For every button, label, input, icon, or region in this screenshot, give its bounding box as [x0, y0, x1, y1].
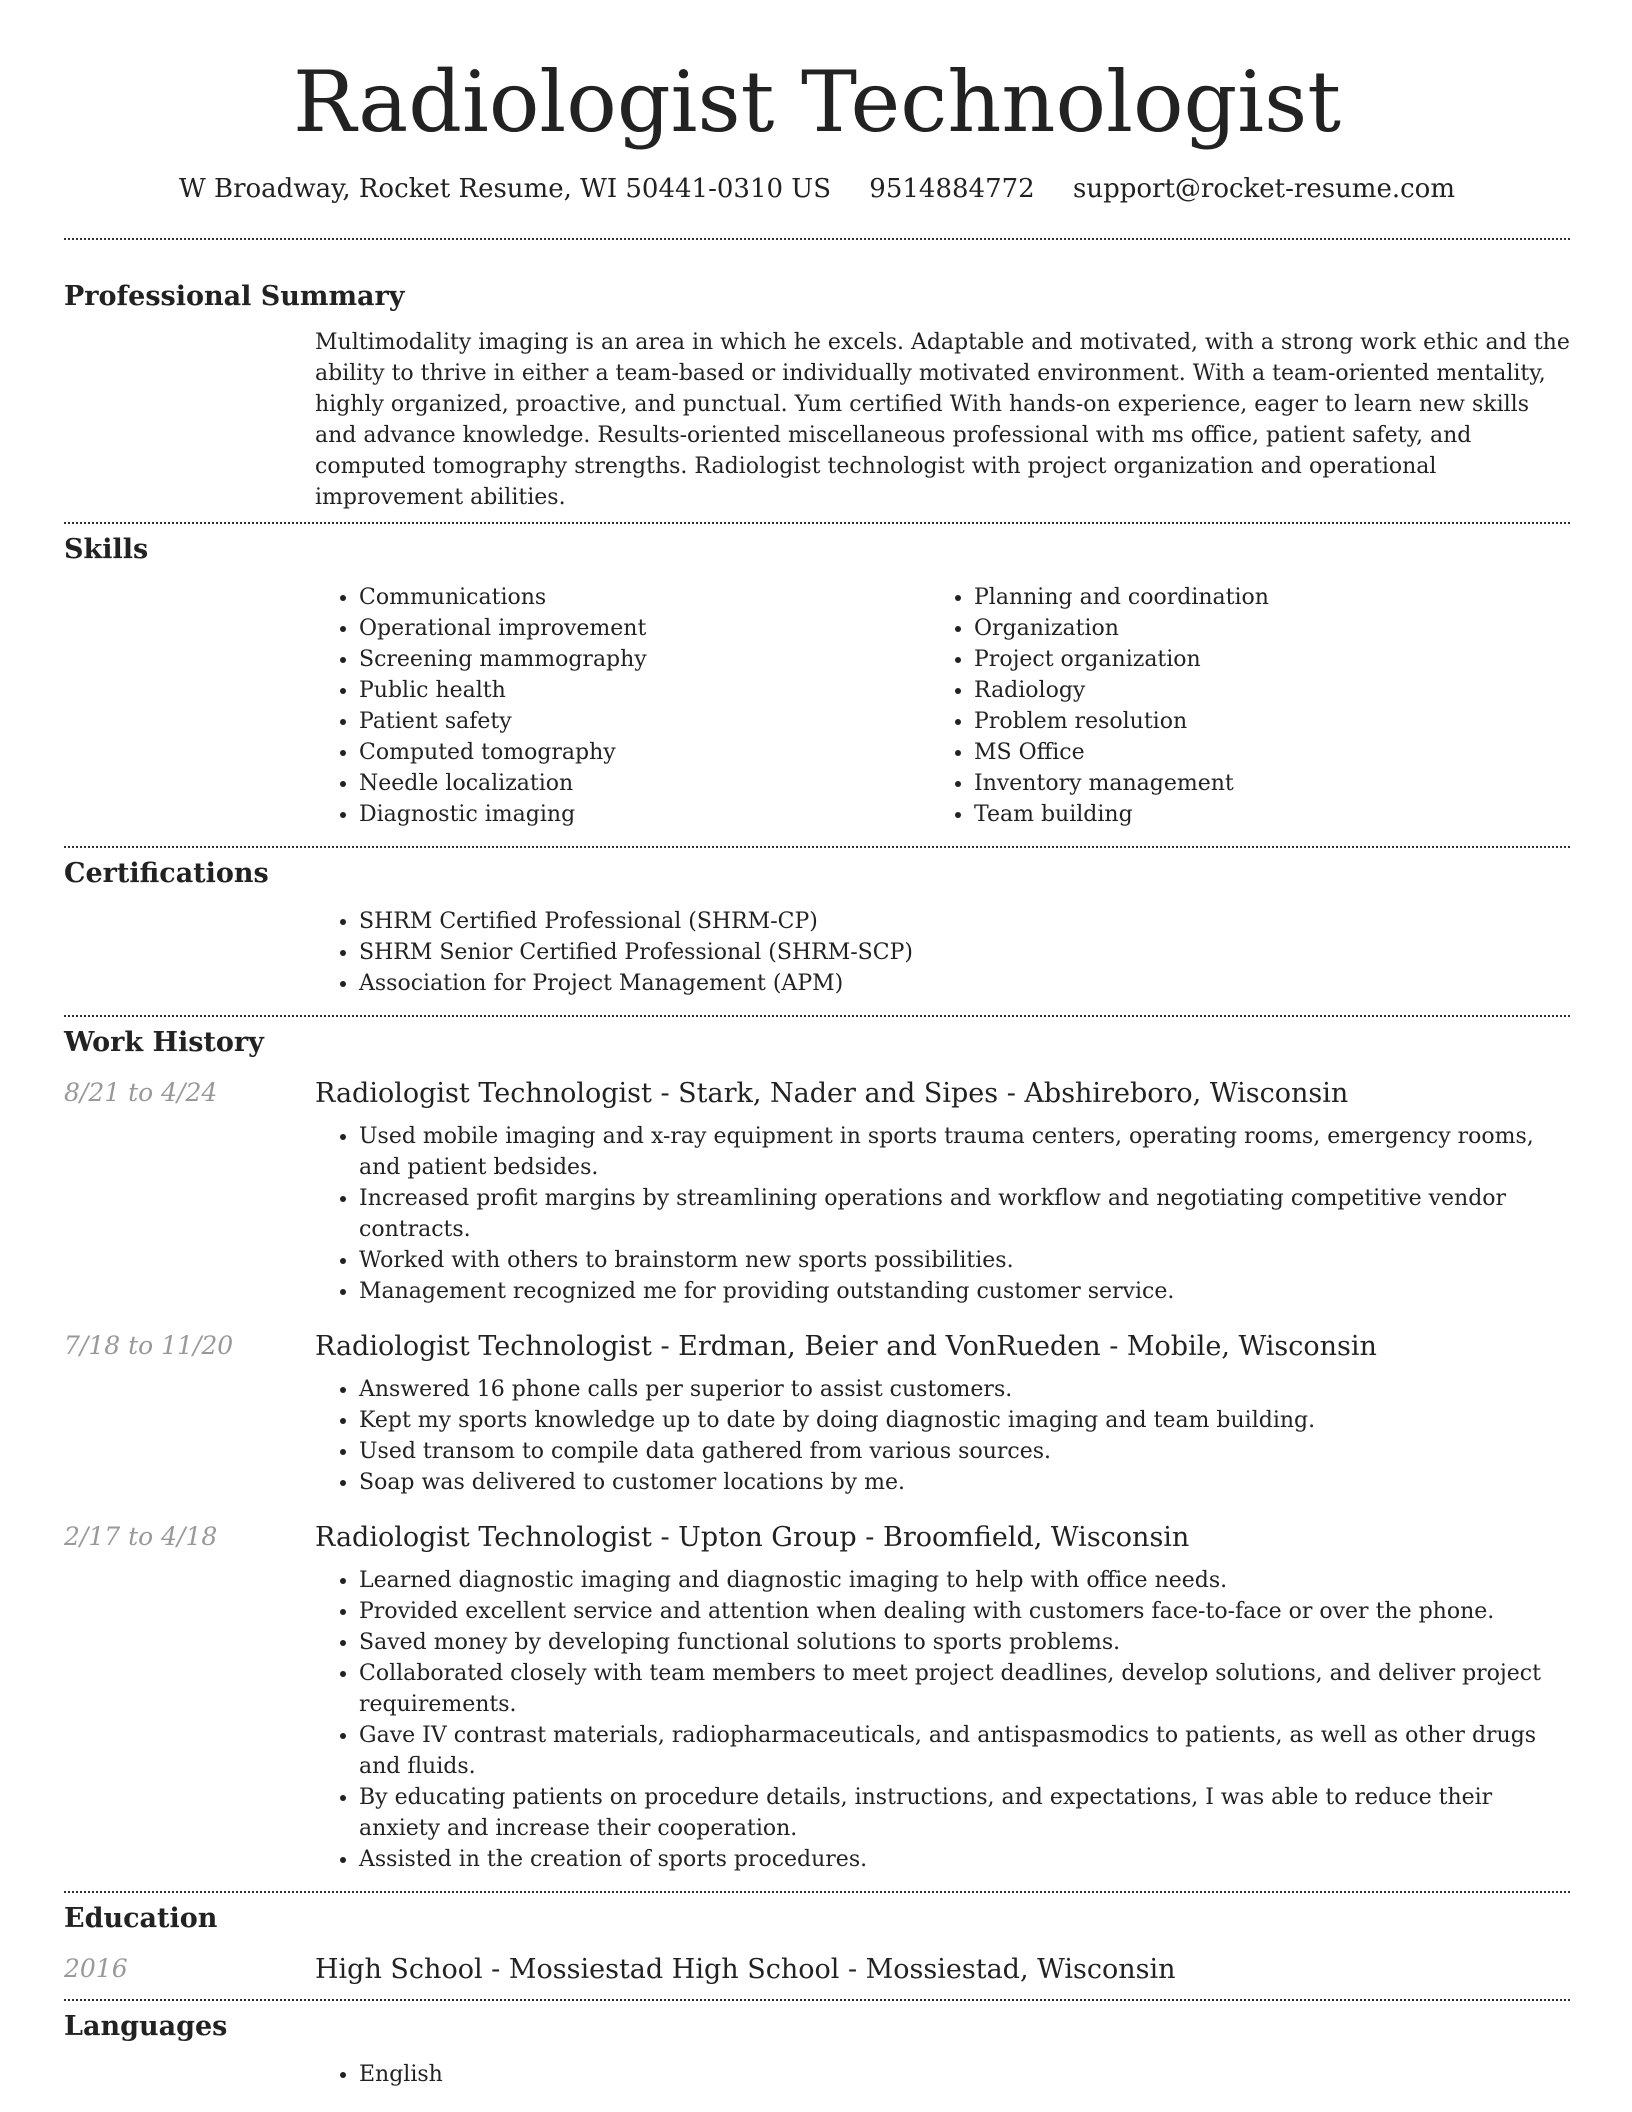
summary-title: Professional Summary [64, 281, 405, 312]
job-bullet: • Provided excellent service and attention when dealing with customers face-to-face or over the phone. [359, 1596, 1570, 1627]
skill-item: • Communications [359, 582, 930, 613]
job-title: Radiologist Technologist - Erdman, Beier and VonRueden - Mobile, Wisconsin [315, 1331, 1377, 1362]
certifications-title: Certifications [64, 858, 269, 889]
job-date: 8/21 to 4/24 [64, 1078, 218, 1107]
education-date: 2016 [64, 1954, 128, 1983]
job-bullet: • Collaborated closely with team members to meet project deadlines, develop solutions, and deliver project requirements. [359, 1658, 1570, 1720]
certification-item: • SHRM Senior Certified Professional (SHRM-SCP) [359, 937, 1570, 968]
skill-item: • Radiology [974, 675, 1545, 706]
job-bullet: • Worked with others to brainstorm new sports possibilities. [359, 1245, 1570, 1276]
job-bullet: • Answered 16 phone calls per superior to assist customers. [359, 1374, 1570, 1405]
skill-item: • Computed tomography [359, 737, 930, 768]
education-section [64, 1903, 1570, 1985]
skill-item: • Screening mammography [359, 644, 930, 675]
skill-item: • Organization [974, 613, 1545, 644]
certification-item: • SHRM Certified Professional (SHRM-CP) [359, 906, 1570, 937]
job-bullet: • Saved money by developing functional solutions to sports problems. [359, 1627, 1570, 1658]
skills-section [64, 534, 1570, 830]
skill-item: • Problem resolution [974, 706, 1545, 737]
contact-line [64, 174, 1570, 204]
job-bullet: • Increased profit margins by streamlining operations and workflow and negotiating competitive vendor contracts. [359, 1183, 1570, 1245]
skill-item: • MS Office [974, 737, 1545, 768]
certifications-list [315, 906, 1570, 999]
job-bullets [315, 1121, 1570, 1307]
job-bullet: • Used transom to compile data gathered from various sources. [359, 1436, 1570, 1467]
skill-item: • Planning and coordination [974, 582, 1545, 613]
summary-text: Multimodality imaging is an area in which he excels. Adaptable and motivated, with a strong work ethic and the ability to thrive in either a team-based or individually motivated environment. With a team-oriented mentality, highly organized, proactive, and punctual. Yum certified With hands-on experience, eager to learn new skills and advance knowledge. Results-oriented miscellaneous professional with ms office, patient safety, and computed tomography strengths. Radiologist technologist with project organization and operational improvement abilities. [315, 330, 1570, 510]
job-entry [64, 1522, 1570, 1875]
divider [64, 522, 1570, 524]
job-title: Radiologist Technologist - Stark, Nader and Sipes - Abshireboro, Wisconsin [315, 1078, 1349, 1109]
divider [64, 846, 1570, 848]
job-bullets [315, 1374, 1570, 1498]
divider [64, 1999, 1570, 2001]
skill-item: • Operational improvement [359, 613, 930, 644]
contact-address: W Broadway, Rocket Resume, WI 50441-0310 US [179, 174, 832, 204]
skills-title: Skills [64, 534, 149, 565]
job-date: 7/18 to 11/20 [64, 1331, 234, 1360]
resume-name: Radiologist Technologist [292, 53, 1342, 151]
job-entry [64, 1331, 1570, 1498]
job-entry [64, 1078, 1570, 1307]
job-bullet: • Gave IV contrast materials, radiopharmaceuticals, and antispasmodics to patients, as well as other drugs and fluids. [359, 1720, 1570, 1782]
language-item: • English [359, 2059, 1570, 2090]
certifications-section [64, 858, 1570, 999]
job-bullets [315, 1565, 1570, 1875]
skill-item: • Project organization [974, 644, 1545, 675]
job-bullet: • Soap was delivered to customer locations by me. [359, 1467, 1570, 1498]
divider [64, 238, 1570, 240]
languages-section [64, 2011, 1570, 2090]
languages-list [315, 2059, 1570, 2090]
certification-item: • Association for Project Management (APM) [359, 968, 1570, 999]
skill-item: • Inventory management [974, 768, 1545, 799]
skill-item: • Public health [359, 675, 930, 706]
work-section [64, 1027, 1570, 1875]
divider [64, 1015, 1570, 1017]
job-bullet: • Learned diagnostic imaging and diagnostic imaging to help with office needs. [359, 1565, 1570, 1596]
job-title: Radiologist Technologist - Upton Group - Broomfield, Wisconsin [315, 1522, 1190, 1553]
skills-list-left [315, 582, 930, 830]
job-bullet: • Assisted in the creation of sports procedures. [359, 1844, 1570, 1875]
contact-phone: 9514884772 [869, 174, 1035, 204]
languages-title: Languages [64, 2011, 228, 2042]
skill-item: • Needle localization [359, 768, 930, 799]
resume-page [64, 0, 1570, 2090]
skill-item: • Patient safety [359, 706, 930, 737]
job-bullet: • By educating patients on procedure details, instructions, and expectations, I was able to reduce their anxiety and increase their cooperation. [359, 1782, 1570, 1844]
education-entry [64, 1954, 1570, 1985]
job-date: 2/17 to 4/18 [64, 1522, 218, 1551]
skill-item: • Diagnostic imaging [359, 799, 930, 830]
job-bullet: • Kept my sports knowledge up to date by doing diagnostic imaging and team building. [359, 1405, 1570, 1436]
work-title: Work History [64, 1027, 264, 1058]
job-bullet: • Used mobile imaging and x-ray equipment in sports trauma centers, operating rooms, emergency rooms, and patient bedsides. [359, 1121, 1570, 1183]
skills-list-right [930, 582, 1545, 830]
divider [64, 1891, 1570, 1893]
education-degree: High School - Mossiestad High School - Mossiestad, Wisconsin [315, 1954, 1176, 1985]
work-jobs [64, 1078, 1570, 1875]
education-title: Education [64, 1903, 218, 1934]
summary-section [64, 281, 1570, 513]
contact-email: support@rocket-resume.com [1072, 174, 1455, 204]
job-bullet: • Management recognized me for providing outstanding customer service. [359, 1276, 1570, 1307]
skill-item: • Team building [974, 799, 1545, 830]
